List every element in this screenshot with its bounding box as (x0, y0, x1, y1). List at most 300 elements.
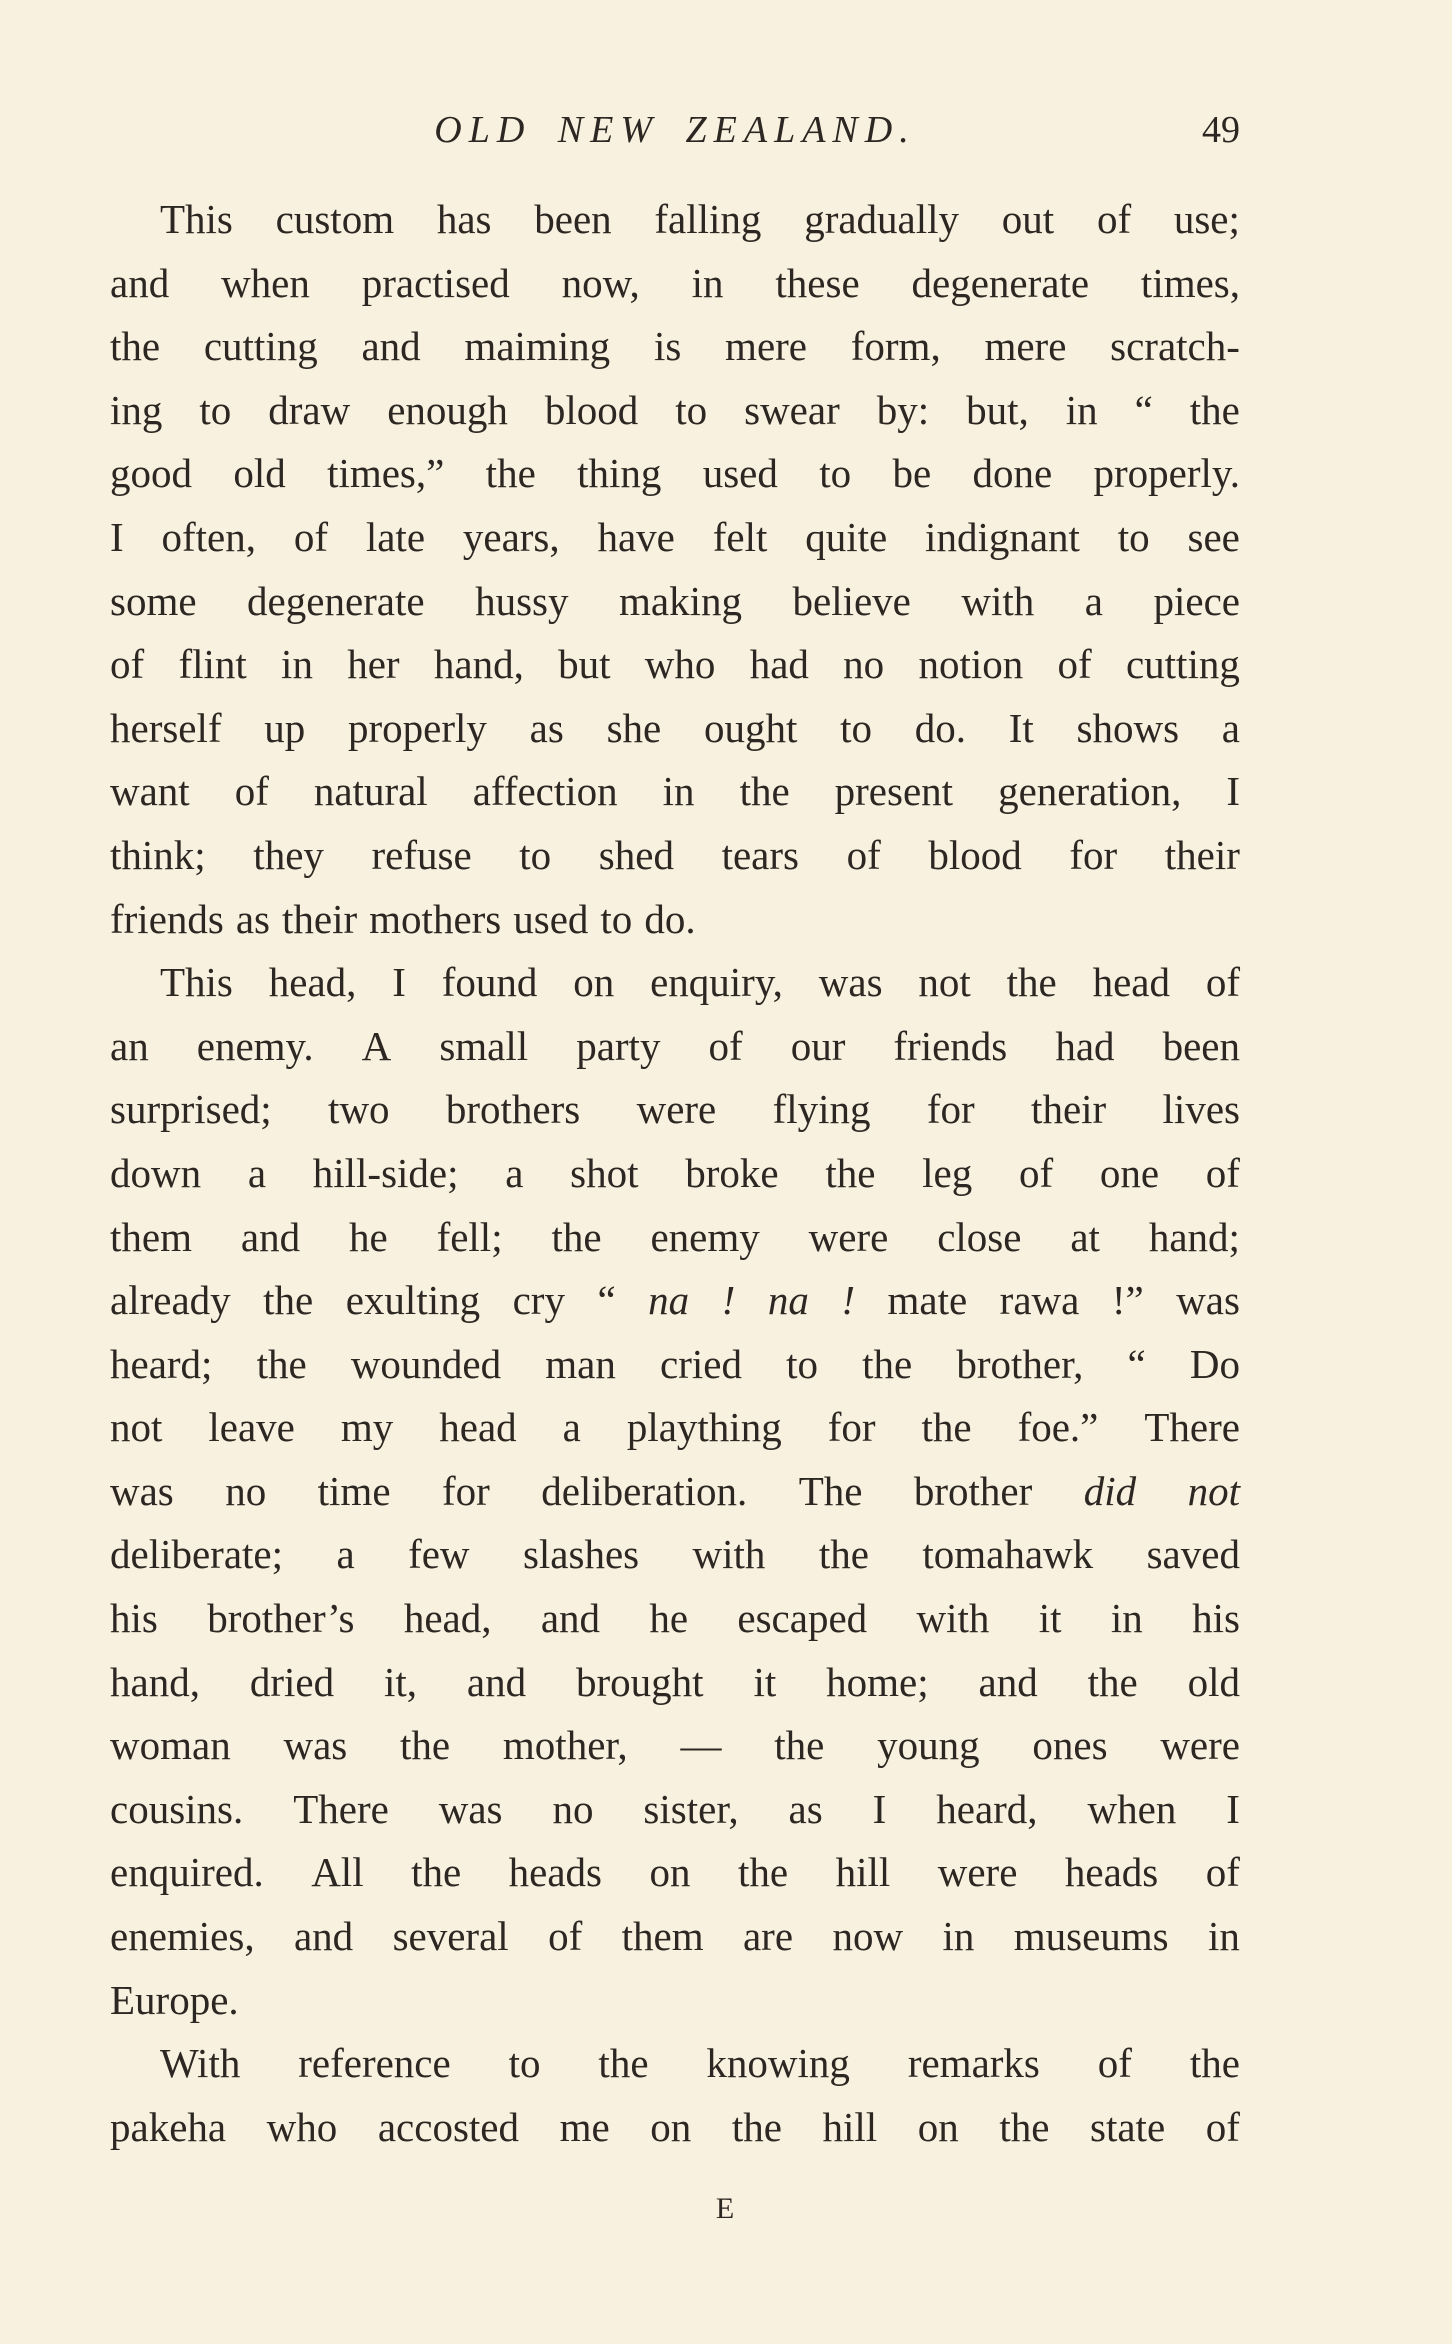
word: when (221, 259, 310, 306)
word: cutting (203, 323, 318, 370)
word: his (110, 1595, 158, 1642)
word: properly (348, 704, 487, 751)
word: no (225, 1467, 267, 1514)
word: few (408, 1531, 470, 1578)
word: to (600, 895, 633, 942)
word: swear (744, 386, 840, 433)
text-line (110, 1396, 1240, 1460)
word: head, (403, 1595, 492, 1642)
word: tears (721, 831, 799, 878)
word: This (160, 196, 233, 242)
word: the (1087, 1658, 1138, 1705)
word: I (110, 513, 124, 560)
word: of (1205, 1149, 1240, 1196)
word: brother (913, 1467, 1033, 1514)
word: deliberate; (110, 1531, 284, 1578)
word: of (234, 768, 269, 815)
word: was (283, 1722, 348, 1769)
word: were (937, 1849, 1018, 1896)
word: the (263, 1277, 314, 1324)
word: mothers (369, 895, 502, 942)
word: of (1205, 1849, 1240, 1896)
word: hand, (110, 1658, 200, 1705)
word: as (529, 704, 564, 751)
word: done (972, 450, 1053, 497)
word: when (1087, 1785, 1177, 1832)
word: surprised; (110, 1086, 272, 1133)
text-line (110, 633, 1240, 697)
word: heard; (110, 1340, 213, 1387)
text-line (110, 442, 1240, 506)
word: thing (577, 450, 662, 497)
running-title: OLD NEW ZEALAND. (434, 109, 916, 151)
word: they (253, 831, 324, 878)
word: not (918, 959, 971, 1006)
word: in (1065, 386, 1098, 433)
word: the (110, 323, 161, 370)
word: natural (313, 768, 428, 815)
word: on (650, 2103, 692, 2150)
word: brothers (445, 1086, 581, 1133)
text-line (110, 1587, 1240, 1651)
word: young (877, 1722, 980, 1769)
text-line (110, 760, 1240, 824)
text-line (110, 1078, 1240, 1142)
word: With (160, 2040, 241, 2087)
text-line (110, 1841, 1240, 1905)
word: gradually (804, 196, 960, 242)
word: plaything (626, 1404, 782, 1451)
word: been (1162, 1022, 1240, 1069)
word: with (692, 1531, 766, 1578)
word: brother’s (207, 1595, 355, 1642)
word: the (411, 1849, 462, 1896)
text-line (110, 2096, 1240, 2160)
word: good (110, 450, 192, 497)
word: properly. (1093, 450, 1240, 497)
word: a (1221, 704, 1240, 751)
word: used (702, 450, 778, 497)
word: the (551, 1213, 602, 1260)
word: at (1070, 1213, 1100, 1260)
word: to (508, 2040, 541, 2087)
word: the (999, 2103, 1050, 2150)
word: I (1226, 768, 1240, 815)
word: mere (984, 323, 1067, 370)
word: the (921, 1404, 972, 1451)
word: of (548, 1913, 583, 1960)
word: in (691, 259, 724, 306)
word: enemy. (196, 1022, 314, 1069)
word: brother, (956, 1340, 1084, 1387)
word: mate (887, 1277, 968, 1324)
word: have (597, 513, 675, 560)
word: remarks (907, 2040, 1040, 2087)
word: no (843, 641, 885, 688)
word: to (199, 386, 232, 433)
text-line (110, 1905, 1240, 1969)
word: enquiry, (650, 959, 783, 1006)
word: felt (712, 513, 768, 560)
word: cutting (1125, 641, 1240, 688)
text-line (110, 379, 1240, 443)
word: hand, (433, 641, 524, 688)
word: want (110, 768, 190, 815)
text-line (110, 252, 1240, 316)
text-line (110, 697, 1240, 761)
word: A (361, 1022, 392, 1069)
word: on (917, 2103, 959, 2150)
word: hill (835, 1849, 891, 1896)
word: slashes (522, 1531, 640, 1578)
word: were (808, 1213, 889, 1260)
text-line (110, 1778, 1240, 1842)
word: it, (383, 1658, 418, 1705)
word: fell; (436, 1213, 503, 1260)
word: ! (841, 1277, 855, 1324)
word: and (361, 323, 421, 370)
word: “ (1134, 386, 1153, 433)
page-number: 49 (1202, 109, 1240, 151)
text-line (110, 1142, 1240, 1206)
word: and (293, 1913, 354, 1960)
word: hill (822, 2103, 878, 2150)
word: a (336, 1531, 355, 1578)
word: times, (1140, 259, 1240, 306)
word: reference (298, 2040, 451, 2087)
word: — (680, 1722, 722, 1769)
word: accosted (377, 2103, 519, 2150)
word: cousins. (110, 1785, 244, 1832)
word: the (818, 1531, 869, 1578)
word: saved (1146, 1531, 1240, 1578)
word: home; (826, 1658, 929, 1705)
word: the (774, 1722, 825, 1769)
word: All (311, 1849, 364, 1896)
word: ones (1032, 1722, 1108, 1769)
running-header (110, 108, 1240, 160)
word: degenerate (247, 577, 425, 624)
word: who (644, 641, 716, 688)
word: heard, (936, 1785, 1038, 1832)
word: maiming (464, 323, 611, 370)
word: were (636, 1086, 717, 1133)
text-line (110, 1523, 1240, 1587)
word: the (862, 1340, 913, 1387)
word: their (1164, 831, 1240, 878)
word: her (347, 641, 400, 688)
word: Do (1189, 1340, 1240, 1387)
word: making (619, 577, 742, 624)
word: There (1144, 1404, 1240, 1451)
word: quite (805, 513, 888, 560)
word: the (1189, 386, 1240, 433)
word: has (436, 196, 492, 242)
word: to (675, 386, 708, 433)
text-line (110, 2032, 1240, 2096)
word: of (1057, 641, 1092, 688)
word: pakeha (110, 2103, 227, 2150)
word: ought (703, 704, 798, 751)
word: enough (387, 386, 508, 433)
word: be (892, 450, 932, 497)
word: are (742, 1913, 794, 1960)
word: had (1055, 1022, 1115, 1069)
word: and (978, 1658, 1038, 1705)
word: late (365, 513, 426, 560)
word: these (775, 259, 860, 306)
word: deliberation. (541, 1467, 748, 1514)
word: often, (161, 513, 256, 560)
word: friends (893, 1022, 1008, 1069)
word: in (281, 641, 313, 688)
word: of (1018, 1149, 1054, 1196)
word: of (846, 831, 881, 878)
word: small (439, 1022, 529, 1069)
word: years, (462, 513, 560, 560)
word: in (1208, 1913, 1240, 1960)
text-line (110, 1206, 1240, 1270)
word: them (110, 1213, 192, 1260)
word: the (1006, 959, 1057, 1006)
word: the (731, 2103, 782, 2150)
text-line (110, 570, 1240, 634)
word: and (110, 259, 170, 306)
word: the (1189, 2040, 1240, 2087)
text-line (110, 824, 1240, 888)
word: a (562, 1404, 581, 1451)
word: to (786, 1340, 819, 1387)
word: degenerate (911, 259, 1090, 306)
word: !” (1111, 1277, 1144, 1324)
word: believe (792, 577, 911, 624)
word: is (653, 323, 682, 370)
word: several (392, 1913, 509, 1960)
word: in (942, 1913, 975, 1960)
word: of (110, 641, 145, 688)
word: my (340, 1404, 394, 1451)
word: times,” (327, 450, 445, 497)
word: cried (660, 1340, 742, 1387)
word: shot (570, 1149, 639, 1196)
word: the (256, 1340, 307, 1387)
word: Europe. (110, 1976, 239, 2023)
word: she (606, 704, 662, 751)
word: do. (914, 704, 966, 751)
text-line (110, 188, 1240, 252)
word: used (513, 895, 589, 942)
word: but (558, 641, 611, 688)
word: to (819, 450, 852, 497)
word: them (621, 1913, 704, 1960)
word: one (1099, 1149, 1160, 1196)
word: of (1096, 196, 1132, 242)
word: see (1187, 513, 1240, 560)
word: found (441, 959, 538, 1006)
word: was (110, 1467, 174, 1514)
word: brought (576, 1658, 704, 1705)
text-line (110, 951, 1240, 1015)
word: museums (1013, 1913, 1169, 1960)
word: their (1031, 1086, 1107, 1133)
word: I (872, 1785, 887, 1832)
word: head (1092, 959, 1170, 1006)
word: escaped (737, 1595, 868, 1642)
word: mother, (502, 1722, 628, 1769)
word: and (240, 1213, 301, 1260)
text-line (110, 1460, 1240, 1524)
word: the (739, 768, 790, 815)
word: party (576, 1022, 661, 1069)
word: notion (918, 641, 1024, 688)
word: our (790, 1022, 846, 1069)
word: exulting (345, 1277, 481, 1324)
word: with (961, 577, 1035, 624)
word: with (916, 1595, 990, 1642)
word: practised (361, 259, 510, 306)
word: the (737, 1849, 789, 1896)
word: hand; (1148, 1213, 1240, 1260)
word: out (1001, 196, 1055, 242)
word: enemy (650, 1213, 760, 1260)
word: flint (178, 641, 247, 688)
text-line (110, 1969, 1240, 2033)
text-line (110, 1651, 1240, 1715)
word: shows (1076, 704, 1180, 751)
word: not (110, 1404, 163, 1451)
word: already (110, 1277, 231, 1324)
word: an (110, 1022, 149, 1069)
word: indignant (925, 513, 1080, 560)
word: ! (721, 1277, 736, 1324)
word: leave (208, 1404, 295, 1451)
word: This (160, 959, 233, 1006)
word: present (834, 768, 954, 815)
word: been (534, 196, 612, 242)
word: were (1160, 1722, 1240, 1769)
word: form, (850, 323, 941, 370)
word: a (247, 1149, 267, 1196)
word: It (1008, 704, 1034, 751)
word: some (110, 577, 197, 624)
word: wounded (350, 1340, 502, 1387)
word: na (767, 1277, 809, 1324)
word: state (1090, 2103, 1166, 2150)
word: close (937, 1213, 1022, 1260)
word: I (1226, 1785, 1240, 1832)
word: and (466, 1658, 527, 1705)
body-text (110, 188, 1240, 2159)
word: to (1117, 513, 1150, 560)
word: to (519, 831, 552, 878)
word: the (485, 450, 536, 497)
word: cry (512, 1277, 565, 1324)
word: affection (472, 768, 618, 815)
word: he (348, 1213, 388, 1260)
word: old (1187, 1658, 1240, 1705)
word: piece (1153, 577, 1240, 624)
word: leg (922, 1149, 973, 1196)
word: “ (597, 1277, 616, 1324)
word: it (753, 1658, 777, 1705)
word: man (545, 1340, 616, 1387)
word: ing (110, 386, 163, 433)
word: foe.” (1017, 1404, 1099, 1451)
word: was (1176, 1277, 1240, 1324)
word: on (573, 959, 615, 1006)
word: broke (685, 1149, 779, 1196)
word: lives (1162, 1086, 1240, 1133)
word: old (233, 450, 286, 497)
word: not (1187, 1467, 1240, 1514)
word: na (648, 1277, 690, 1324)
word: for (827, 1404, 876, 1451)
text-line (110, 315, 1240, 379)
word: but, (966, 386, 1029, 433)
text-line (110, 1269, 1240, 1333)
word: generation, (998, 768, 1182, 815)
word: for (1069, 831, 1118, 878)
word: the (598, 2040, 649, 2087)
word: who (266, 2103, 338, 2150)
word: do. (644, 895, 696, 942)
text-line (110, 1015, 1240, 1079)
word: was (438, 1785, 503, 1832)
word: heads (1064, 1849, 1159, 1896)
word: blood (928, 831, 1022, 878)
word: and (540, 1595, 601, 1642)
word: enquired. (110, 1849, 264, 1896)
text-line (110, 506, 1240, 570)
word: to (840, 704, 872, 751)
word: by: (876, 386, 930, 433)
word: it (1038, 1595, 1062, 1642)
word: flying (772, 1086, 871, 1133)
word: sister, (643, 1785, 739, 1832)
word: down (110, 1149, 202, 1196)
word: their (282, 895, 358, 942)
text-line (110, 1714, 1240, 1778)
word: his (1192, 1595, 1240, 1642)
word: he (649, 1595, 689, 1642)
word: knowing (706, 2040, 850, 2087)
word: of (708, 1022, 743, 1069)
word: hill-side; (312, 1149, 459, 1196)
word: as (788, 1785, 823, 1832)
word: head (439, 1404, 517, 1451)
word: of (1097, 2040, 1132, 2087)
word: two (328, 1086, 390, 1133)
word: dried (249, 1658, 335, 1705)
word: head, (268, 959, 357, 1006)
word: think; (110, 831, 206, 878)
word: of (1205, 959, 1240, 1006)
word: a (505, 1149, 524, 1196)
word: no (552, 1785, 594, 1832)
word: shed (598, 831, 674, 878)
word: blood (544, 386, 639, 433)
word: woman (110, 1722, 231, 1769)
word: of (293, 513, 328, 560)
word: enemies, (110, 1913, 255, 1960)
signature-mark: E (715, 2192, 737, 2225)
word: in (662, 768, 695, 815)
word: up (264, 704, 306, 751)
word: use; (1173, 196, 1240, 242)
word: “ (1127, 1340, 1146, 1387)
word: for (441, 1467, 490, 1514)
word: on (649, 1849, 691, 1896)
